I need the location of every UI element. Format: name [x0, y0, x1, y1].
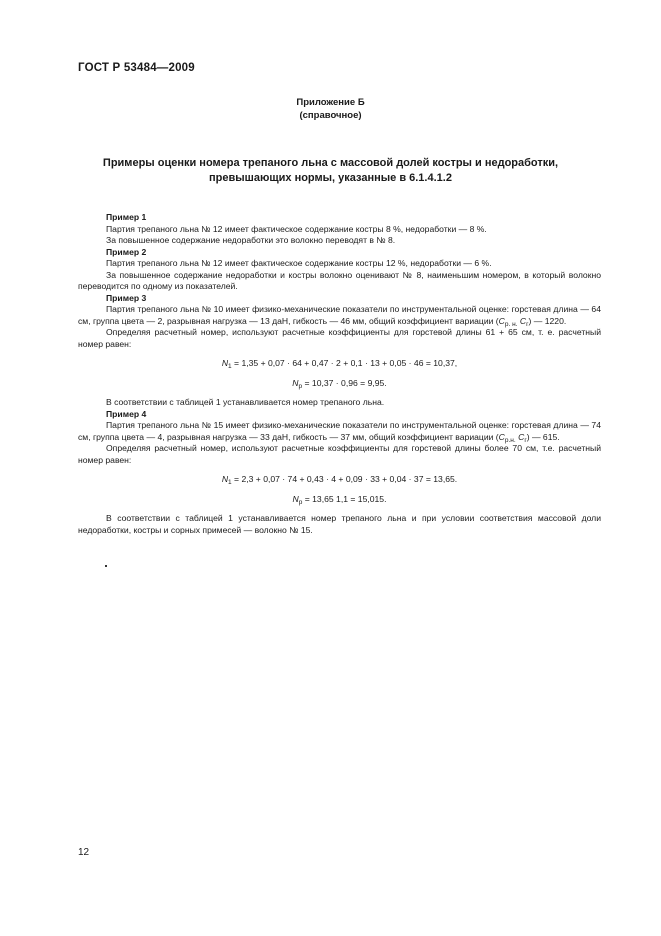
formula: $N_1 = 1,35 + 0,07 \cdot 64 + 0,47 \cdot 2 + 0,1 \cdot 13 + 0,05 \cdot 46 = 10,37$,: [221, 358, 458, 370]
section-title: [60, 156, 601, 186]
paragraph: В соответствии с таблицей 1 устанавливается номер трепаного льна и при условии соответствия массовой доли недоработки, костры и сорных примесей — волокно № 15.: [78, 513, 601, 535]
paragraph: Партия трепаного льна № 12 имеет фактическое содержание костры 8 %, недоработки — 8 %.: [106, 223, 487, 234]
document-body: [78, 212, 601, 536]
example-1: [78, 212, 601, 247]
example-heading: Пример 4: [106, 408, 147, 419]
example-heading: Пример 2: [106, 246, 147, 257]
paragraph: Партия трепаного льна № 12 имеет фактическое содержание костры 12 %, недоработки — 6 %.: [106, 258, 492, 268]
appendix-heading: [60, 96, 601, 122]
formula: $N_р = 13,65$ 1,1 = 15,015.: [292, 493, 387, 506]
paragraph: Партия трепаного льна № 10 имеет физико-механические показатели по инструментальной оценке: горстевая длина — 64 см, группа цвета — 2, разрывная нагрузка — 13 даН, гибкость — 46 мм, общий коэффициент вариации ($C_{р. н.}$ $C_г$) — 1220.: [78, 304, 601, 328]
section-title-line2: превышающих нормы, указанные в 6.1.4.1.2: [209, 172, 452, 184]
paragraph: Определяя расчетный номер, используют расчетные коэффициенты для горстевой длины более 70 см, т.е. расчетный номер равен:: [78, 443, 601, 465]
example-4: [78, 409, 601, 537]
paragraph: Партия трепаного льна № 15 имеет физико-механические показатели по инструментальной оценке: горстевая длина — 74 см, группа цвета — 4, разрывная нагрузка — 33 даН, гибкость — 37 мм, общий коэффициент вариации ($C_{р.н.}$ $C_г$) — 615.: [78, 420, 601, 444]
stray-mark: [105, 565, 107, 567]
paragraph: За повышенное содержание недоработки и костры волокно оценивают № 8, наименьшим номером, в который волокно переводится по одному из показателей.: [78, 269, 601, 291]
example-heading: Пример 1: [106, 212, 147, 222]
example-2: [78, 247, 601, 293]
paragraph: В соответствии с таблицей 1 устанавливается номер трепаного льна.: [106, 397, 385, 407]
appendix-type: (справочное): [299, 110, 362, 121]
formula: $N_1 = 2,3 + 0,07 \cdot 74 + 0,43 \cdot 4 + 0,09 \cdot 33 + 0,04 \cdot 37 = 13,65$.: [221, 474, 458, 486]
example-heading: Пример 3: [106, 292, 147, 303]
paragraph: За повышенное содержание недоработки это волокно переводят в № 8.: [106, 235, 396, 245]
section-title-line1: Примеры оценки номера трепаного льна с массовой долей костры и недоработки,: [102, 157, 559, 169]
appendix-title: Приложение Б: [296, 97, 365, 108]
paragraph: Определяя расчетный номер, используют расчетные коэффициенты для горстевой длины 61 + 65 см, т. е. расчетный номер равен:: [78, 327, 601, 349]
standard-header: ГОСТ Р 53484—2009: [78, 62, 195, 74]
page-number: 12: [78, 847, 90, 858]
formula: $N_р = 10,37 \cdot 0,96 = 9,95$.: [292, 377, 387, 390]
example-3: [78, 293, 601, 409]
